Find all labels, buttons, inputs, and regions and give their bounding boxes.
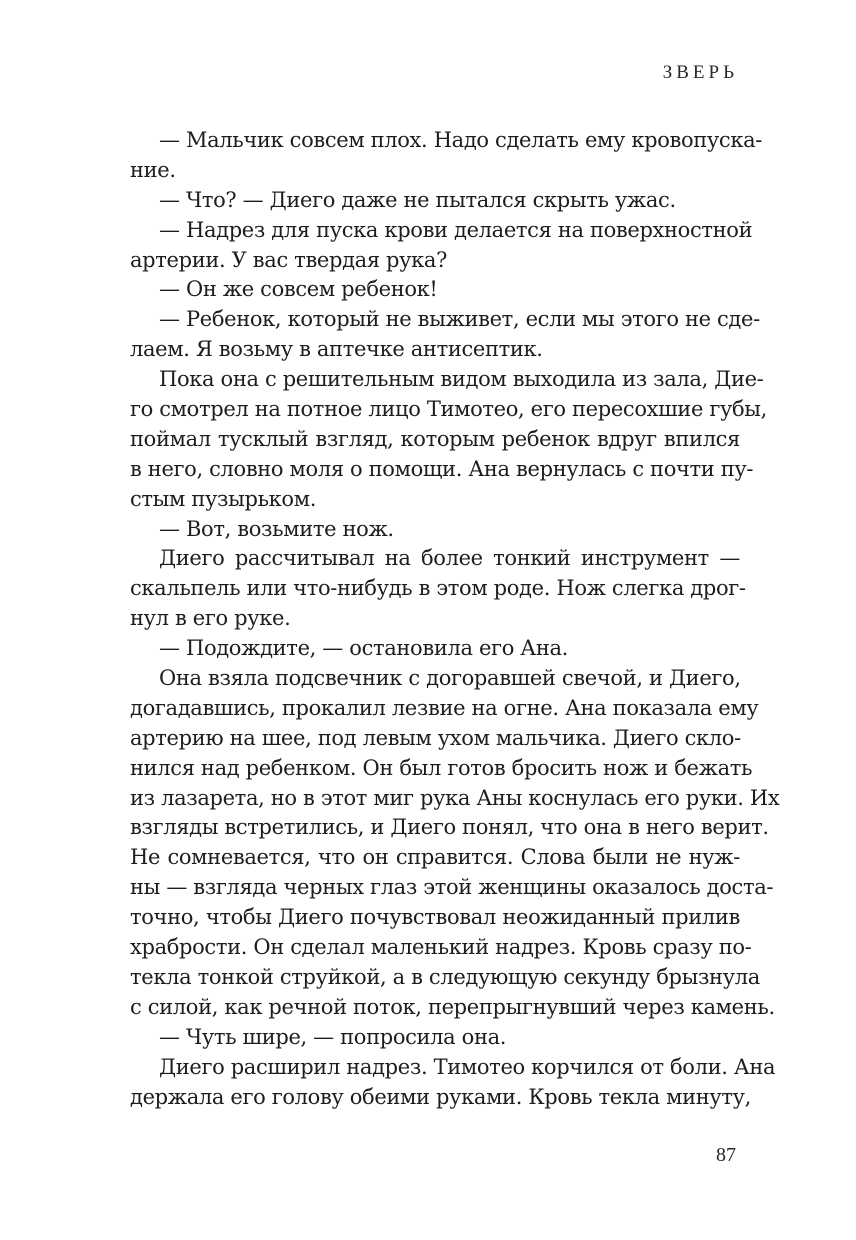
running-header-title: ЗВЕРЬ xyxy=(662,62,738,83)
text-line: текла тонкой струйкой, а в следующую секунду брызнула xyxy=(130,964,760,989)
text-line: — Мальчик совсем плох. Надо сделать ему кровопуска- xyxy=(159,128,763,152)
text-line: — Он же совсем ребенок! xyxy=(159,277,438,302)
text-line: го смотрел на потное лицо Тимотео, его пересохшие губы, xyxy=(130,397,767,422)
text-line: нул в его руке. xyxy=(130,606,291,631)
text-line: — Подождите, — остановила его Ана. xyxy=(159,636,569,661)
text-line: точно, чтобы Диего почувствовал неожиданный прилив xyxy=(130,905,740,930)
text-line: с силой, как речной поток, перепрыгнувший через камень. xyxy=(130,994,775,1019)
text-line: держала его голову обеими руками. Кровь текла минуту, xyxy=(130,1084,752,1109)
text-line: Пока она с решительным видом выходила из зала, Дие- xyxy=(159,367,764,392)
text-line: в него, словно моля о помощи. Ана вернулась с почти пу- xyxy=(130,456,754,481)
text-line: ние. xyxy=(130,157,176,182)
text-line: ны — взгляда черных глаз этой женщины оказалось доста- xyxy=(130,875,774,900)
text-line: — Что? — Диего даже не пытался скрыть ужас. xyxy=(159,187,676,212)
text-line: Она взяла подсвечник с догоравшей свечой, и Диего, xyxy=(159,666,741,691)
text-line: Не сомневается, что он справится. Слова были не нуж- xyxy=(130,845,740,870)
text-line: — Надрез для пуска крови делается на поверхностной xyxy=(159,217,753,242)
text-line: — Ребенок, который не выживет, если мы этого не сде- xyxy=(159,307,760,332)
text-line: — Чуть шире, — попросила она. xyxy=(159,1024,507,1049)
text-line: лаем. Я возьму в аптечке антисептик. xyxy=(130,337,543,362)
text-line: Диего расширил надрез. Тимотео корчился от боли. Ана xyxy=(159,1054,776,1079)
text-line: взгляды встретились, и Диего понял, что она в него верит. xyxy=(130,815,769,840)
text-line: поймал тусклый взгляд, которым ребенок вдруг впился xyxy=(130,426,740,451)
text-line: из лазарета, но в этот миг рука Аны коснулась его руки. Их xyxy=(130,785,780,810)
body-text xyxy=(130,126,780,1112)
text-line: стым пузырьком. xyxy=(130,486,317,511)
text-line: артерии. У вас твердая рука? xyxy=(130,247,448,272)
text-line: скальпель или что-нибудь в этом роде. Нож слегка дрог- xyxy=(130,576,746,601)
text-line: догадавшись, прокалил лезвие на огне. Ана показала ему xyxy=(130,695,759,720)
text-line: — Вот, возьмите нож. xyxy=(159,516,394,541)
page-number: 87 xyxy=(716,1144,736,1166)
text-line: артерию на шее, под левым ухом мальчика. Диего скло- xyxy=(130,725,741,750)
text-line: нился над ребенком. Он был готов бросить нож и бежать xyxy=(130,755,753,780)
text-line: храбрости. Он сделал маленький надрез. Кровь сразу по- xyxy=(130,935,752,960)
text-line: Диего рассчитывал на более тонкий инструмент — xyxy=(159,546,740,571)
